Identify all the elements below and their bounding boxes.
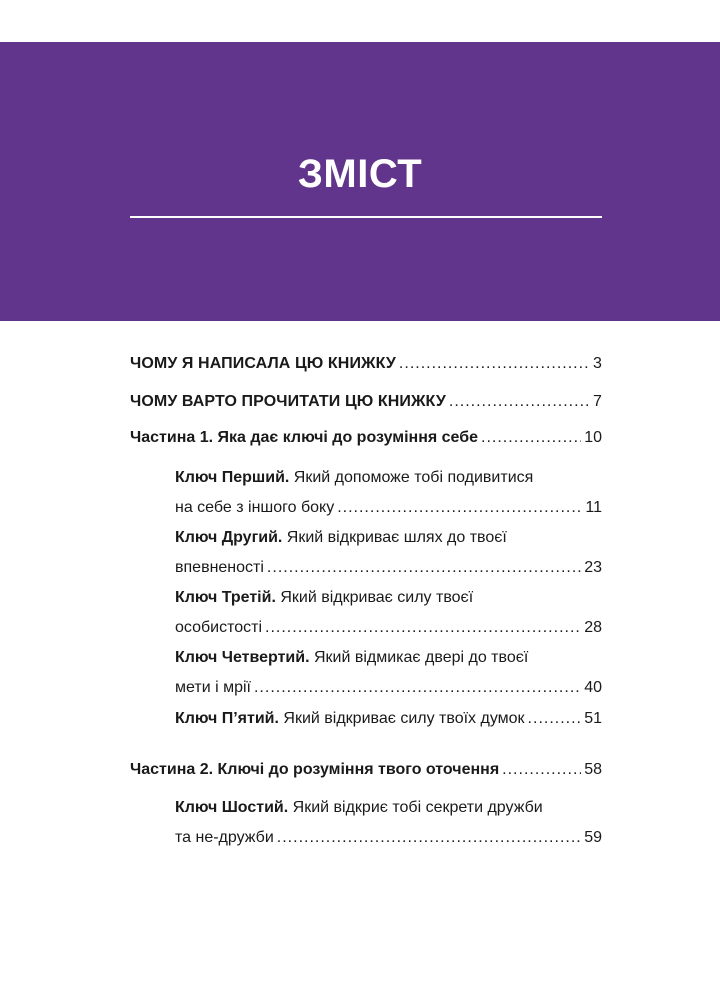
toc-entry-subtitle: Який відкриває силу твоєї — [275, 589, 474, 606]
toc-entry-title: Ключ Третій. — [175, 589, 276, 606]
toc-entry-subtitle: Який відмикає двері до твоєї — [309, 649, 529, 666]
dot-leader — [267, 557, 581, 579]
toc-entry-subtitle-cont: впевненості — [175, 559, 264, 576]
page-title: ЗМІСТ — [297, 152, 423, 196]
dot-leader — [528, 708, 582, 730]
toc-entry-why-i-wrote[interactable] — [130, 353, 602, 375]
toc-entry-subtitle: Який відкриє тобі секрети дружби — [288, 799, 543, 816]
toc-entry-title: Частина 1. Яка дає ключі до розуміння себе — [130, 429, 479, 446]
dot-leader — [277, 827, 581, 849]
dot-leader — [481, 427, 581, 449]
toc-entry-title: Ключ Перший. — [175, 469, 290, 486]
toc-entry-key-1[interactable] — [175, 467, 602, 519]
toc-entry-key-3[interactable] — [175, 587, 602, 639]
toc-entry-title: ЧОМУ ВАРТО ПРОЧИТАТИ ЦЮ КНИЖКУ — [130, 393, 446, 410]
dot-leader — [449, 391, 590, 413]
toc-entry-key-2[interactable] — [175, 527, 602, 579]
toc-entry-subtitle-cont: та не-дружби — [175, 829, 274, 846]
toc-page-number: 11 — [585, 499, 602, 516]
toc-entry-subtitle-cont: особистості — [175, 619, 263, 636]
toc-page-number: 23 — [584, 559, 602, 576]
toc-page-number: 40 — [584, 679, 602, 696]
dot-leader — [337, 497, 582, 519]
toc-entry-subtitle: Який відкриває шлях до твоєї — [282, 529, 507, 546]
toc-entry-key-4[interactable] — [175, 647, 602, 699]
toc-entry-title: Ключ П’ятий. — [175, 710, 279, 727]
dot-leader — [254, 677, 581, 699]
toc-entry-part-1[interactable] — [130, 427, 602, 449]
toc-entry-why-read[interactable] — [130, 391, 602, 413]
dot-leader — [265, 617, 581, 639]
toc-entry-title: ЧОМУ Я НАПИСАЛА ЦЮ КНИЖКУ — [130, 355, 396, 372]
toc-entry-subtitle: Який відкриває силу твоїх думок — [278, 710, 525, 727]
toc-entry-part-2[interactable] — [130, 759, 602, 781]
toc-page-number: 3 — [593, 355, 602, 372]
toc-entry-title: Ключ Четвертий. — [175, 649, 310, 666]
toc-entry-key-6[interactable] — [175, 797, 602, 849]
toc-entry-title: Ключ Другий. — [175, 529, 283, 546]
toc-page-number: 51 — [584, 710, 602, 727]
toc-page-number: 7 — [593, 393, 602, 410]
toc-entry-title: Частина 2. Ключі до розуміння твого оточення — [130, 761, 500, 778]
toc-entry-subtitle: Який допоможе тобі подивитися — [289, 469, 534, 486]
toc-page-number: 59 — [584, 829, 602, 846]
toc-entry-key-5[interactable] — [175, 708, 602, 730]
dot-leader — [502, 759, 581, 781]
toc-entry-title: Ключ Шостий. — [175, 799, 289, 816]
toc-page-number: 28 — [584, 619, 602, 636]
dot-leader — [399, 353, 590, 375]
toc-page-number: 58 — [584, 761, 602, 778]
toc-entry-subtitle-cont: мети і мрії — [175, 679, 251, 696]
toc-page-number: 10 — [584, 429, 602, 446]
toc-entry-subtitle-cont: на себе з іншого боку — [175, 499, 335, 516]
